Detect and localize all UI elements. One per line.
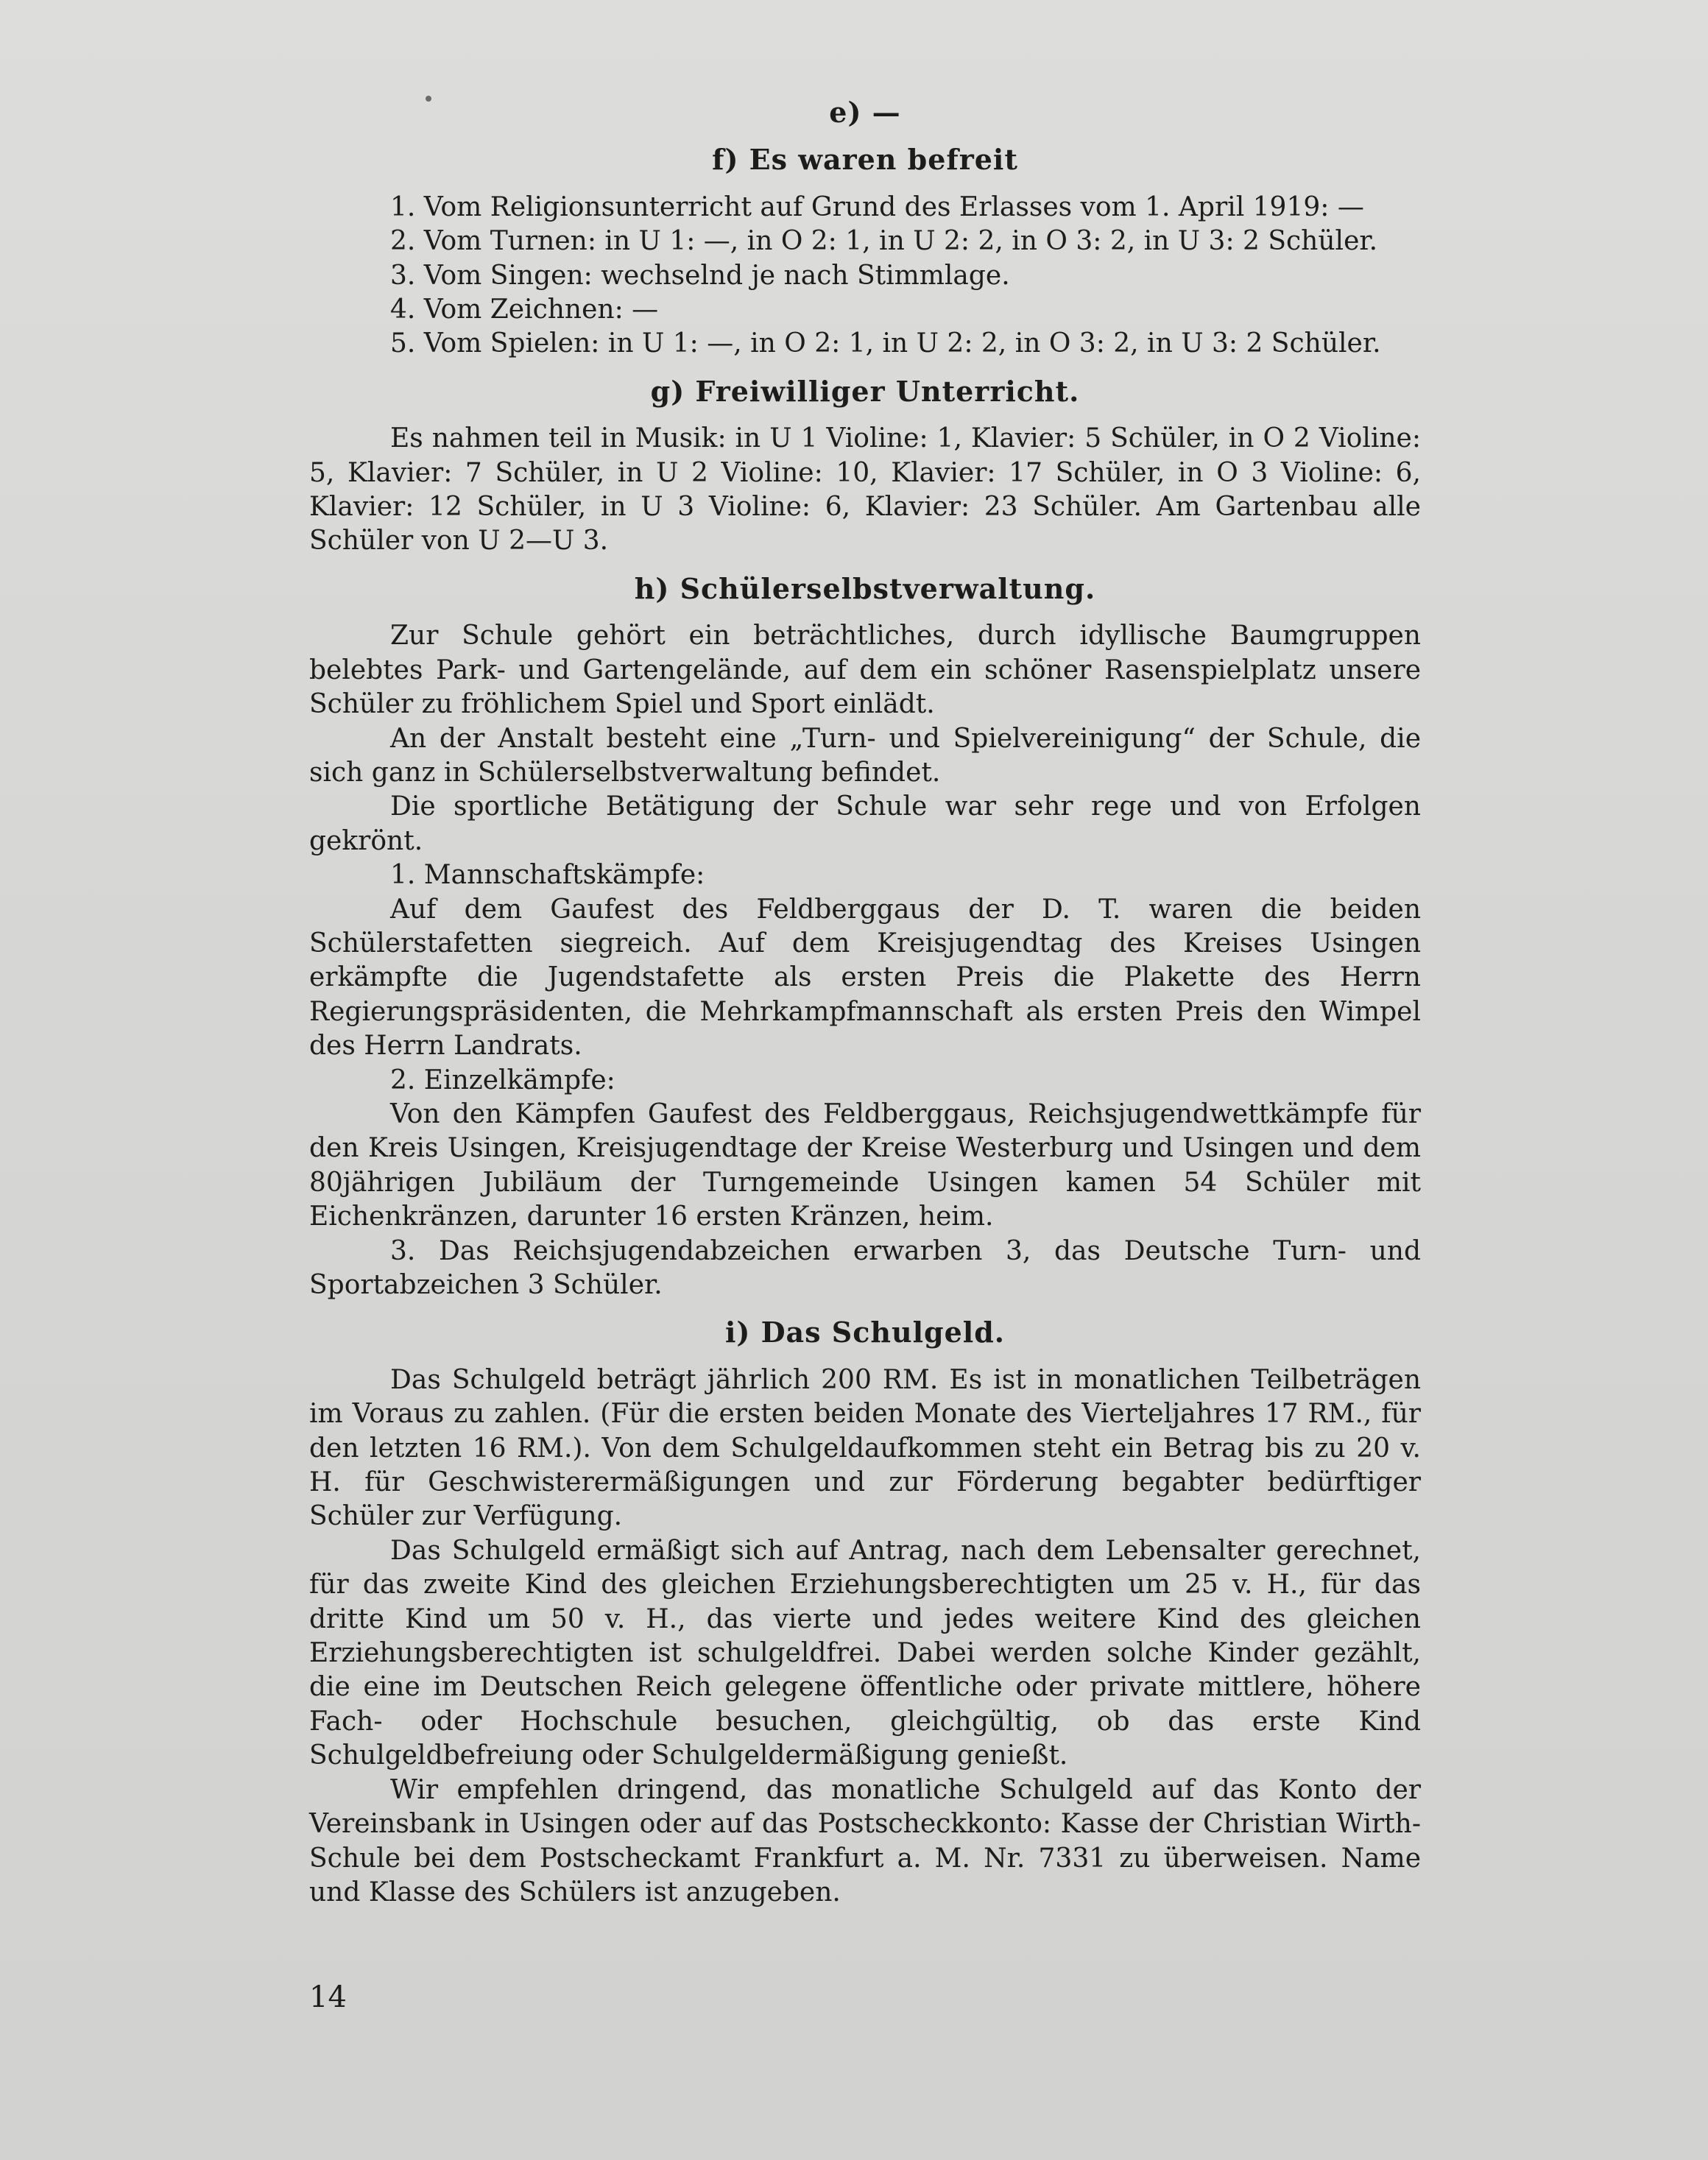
heading-f: f) Es waren befreit — [712, 143, 1018, 177]
paragraph: Von den Kämpfen Gaufest des Feldberggaus, Reichsjugendwettkämpfe für den Kreis Usingen, Kreisjugendtage der Kreise Westerburg und Usingen und dem 80jährigen Jubiläum der Turngemeinde Usingen kamen 54 Schüler mit Eichenkränzen, darunter 16 ersten Kränzen, heim. — [309, 1098, 1421, 1232]
heading-h: h) Schülerselbstverwaltung. — [634, 571, 1096, 605]
paragraph: Das Schulgeld beträgt jährlich 200 RM. Es ist in monatlichen Teilbeträgen im Voraus zu zahlen. (Für die ersten beiden Monate des Vierteljahres 17 RM., für den letzten 16 RM.). Von dem Schulgeldaufkommen steht ein Betrag bis zu 20 v. H. für Geschwisterermäßigungen und zur Förderung begabter bedürftiger Schüler zur Verfügung. — [309, 1364, 1421, 1532]
page-number: 14 — [309, 1980, 347, 2014]
list-item: 1. Vom Religionsunterricht auf Grund des Erlasses vom 1. April 1919: — — [390, 191, 1364, 222]
list-item: 5. Vom Spielen: in U 1: —, in O 2: 1, in U 2: 2, in O 3: 2, in U 3: 2 Schüler. — [390, 328, 1381, 359]
list-item: 4. Vom Zeichnen: — — [390, 294, 659, 325]
paragraph: Zur Schule gehört ein beträchtliches, durch idyllische Baumgruppen belebtes Park- und Gartengelände, auf dem ein schöner Rasenspielplatz unsere Schüler zu fröhlichem Spiel und Sport einlädt. — [309, 621, 1421, 720]
heading-g: g) Freiwilliger Unterricht. — [650, 374, 1080, 408]
heading-e: e) — — [829, 96, 901, 129]
text-block — [309, 96, 1421, 1910]
paragraph: Das Schulgeld ermäßigt sich auf Antrag, nach dem Lebensalter gerechnet, für das zweite Kind des gleichen Erziehungsberechtigten um 25 v. H., für das dritte Kind um 50 v. H., das vierte und jedes weitere Kind des gleichen Erziehungsberechtigten ist schulgeldfrei. Dabei werden solche Kinder gezählt, die eine im Deutschen Reich gelegene öffentliche oder private mittlere, höhere Fach- oder Hochschule besuchen, gleichgültig, ob das erste Kind Schulgeldbefreiung oder Schulgeldermäßigung genießt. — [309, 1535, 1421, 1771]
paragraph: 2. Einzelkämpfe: — [390, 1065, 615, 1095]
paragraph: 1. Mannschaftskämpfe: — [390, 860, 705, 891]
paragraph: Auf dem Gaufest des Feldberggaus der D. T. waren die beiden Schülerstafetten siegreich. Auf dem Kreisjugendtag des Kreises Usingen erkämpfte die Jugendstafette als ersten Preis die Plakette des Herrn Regierungspräsidenten, die Mehrkampfmannschaft als ersten Preis den Wimpel des Herrn Landrats. — [309, 894, 1421, 1062]
heading-i: i) Das Schulgeld. — [724, 1316, 1006, 1349]
list-item: 3. Vom Singen: wechselnd je nach Stimmlage. — [390, 260, 1010, 291]
paragraph: Wir empfehlen dringend, das monatliche Schulgeld auf das Konto der Vereinsbank in Usingen oder auf das Postscheckkonto: Kasse der Christian Wirth-Schule bei dem Postscheckamt Frankfurt a. M. Nr. 7331 zu überweisen. Name und Klasse des Schülers ist anzugeben. — [309, 1774, 1421, 1907]
paragraph: Es nahmen teil in Musik: in U 1 Violine: 1, Klavier: 5 Schüler, in O 2 Violine: 5, Klavier: 7 Schüler, in U 2 Violine: 10, Klavier: 17 Schüler, in O 3 Violine: 6, Klavier: 12 Schüler, in U 3 Violine: 6, Klavier: 23 Schüler. Am Gartenbau alle Schüler von U 2—U 3. — [309, 423, 1421, 557]
paragraph: An der Anstalt besteht eine „Turn- und Spielvereinigung“ der Schule, die sich ganz in Schülerselbstverwaltung befindet. — [309, 723, 1421, 788]
list-item: 2. Vom Turnen: in U 1: —, in O 2: 1, in U 2: 2, in O 3: 2, in U 3: 2 Schüler. — [390, 226, 1378, 257]
paragraph: Die sportliche Betätigung der Schule war sehr rege und von Erfolgen gekrönt. — [309, 791, 1421, 856]
paragraph: 3. Das Reichsjugendabzeichen erwarben 3, das Deutsche Turn- und Sportabzeichen 3 Schüler. — [309, 1235, 1421, 1300]
